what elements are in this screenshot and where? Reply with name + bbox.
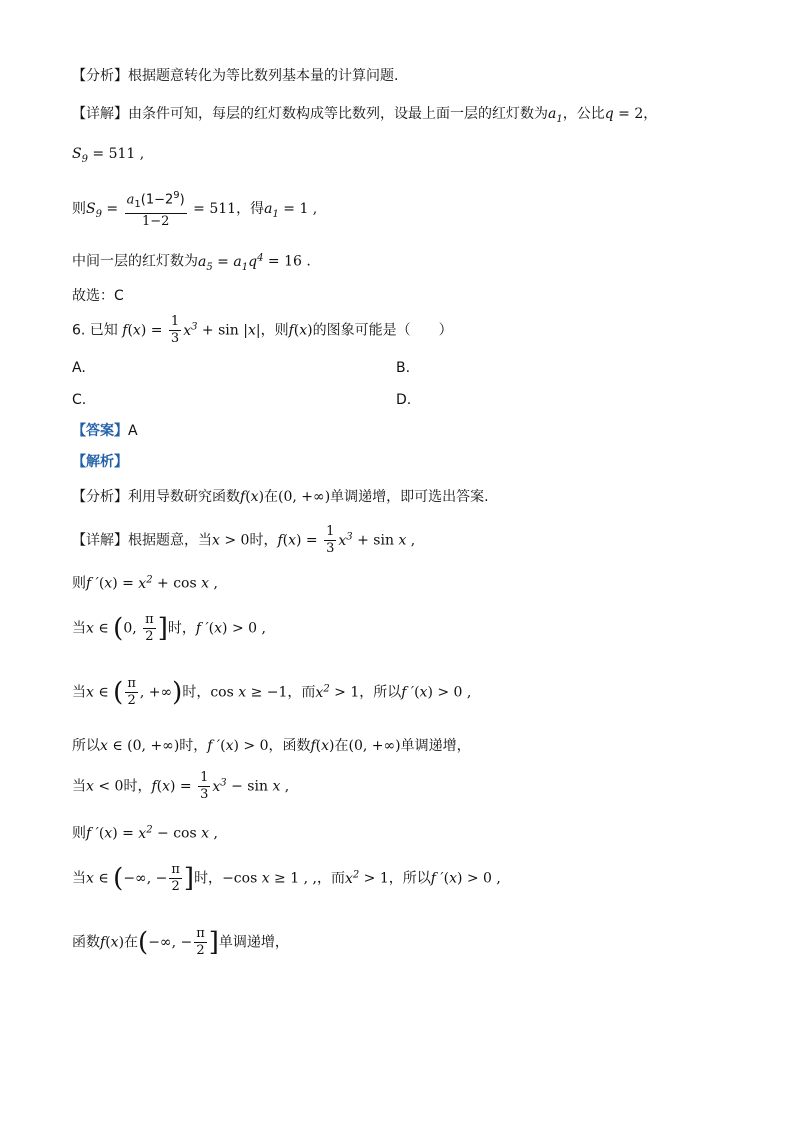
q6-analysis-end: 单调递增，即可选出答案. [330,489,489,505]
c2-frac: $\frac{\pi}{2}$ [196,926,205,958]
choice-text: 故选：C [72,288,124,304]
c1-x: x [100,738,108,754]
an-x: x [250,489,259,505]
solution-line [72,452,128,472]
then-text: 则 [72,200,86,217]
d-x: x [212,532,220,549]
dang-4: 当 [72,870,86,887]
i1-open: ( [113,613,124,644]
i2-close: ) [172,677,183,708]
x-cubed: $x^3$ [183,320,198,339]
d-frac: $\frac{1}{3}$ [326,524,335,556]
i3-gt0: ) > 0 , [456,870,501,887]
then-1: 则 [72,575,86,592]
n-f: f [151,778,157,795]
c2-x: x [110,934,119,951]
d-fxp: ( [282,532,289,549]
shi-1: 时， [167,620,196,637]
formula-s9-value: = 511 , [87,146,145,162]
c2-f: f [100,934,106,951]
analysis-tag: 【分析】 [72,68,128,84]
option-a-label: A. [72,360,86,376]
c1-f: f [310,738,316,754]
suoyi-2: ，所以 [388,870,431,887]
q6-analysis-text: 利用导数研究函数 [128,489,240,505]
suoyi-1: ，所以 [359,684,402,701]
fp1-x2: $x^2$ [138,574,153,592]
derivative-pos-line [72,570,218,594]
i1-fp: f ′ [195,620,209,637]
negative-case-line [72,770,289,810]
increasing-1: 单调递增， [400,738,471,754]
fx-paren-close: ) = [140,322,167,339]
one-third-fraction: $\frac{1}{3}$ [170,314,180,346]
choice-line [72,286,124,306]
fp2-cos: − cos [152,825,202,842]
c1-fe: ) [329,738,335,754]
question-tail: 的图象可能是（ ） [312,322,453,339]
middle-text: 中间一层的红灯数为 [72,253,198,270]
i3-x: x [86,870,94,887]
c1-fp2: ( [315,738,322,754]
abs-close: | [255,322,261,339]
i1-x: x [86,620,94,637]
sum-value: = 511 [188,200,237,217]
q6-analysis-line [72,487,489,507]
i3-in: ∈ [93,870,114,887]
i3-ge: ≥ 1 , , [269,870,317,887]
then-2: 则 [72,825,86,842]
i2-in: ∈ [93,684,114,701]
c2-ninf: −∞, − [148,934,193,951]
er-1: ，而 [287,684,316,701]
d-sin: + sin [352,532,399,549]
i1-in: ∈ [93,620,114,637]
i2-inf: , +∞ [139,684,173,701]
hanshu-1: ，函数 [268,738,311,754]
formula-q-value: = 2 [613,106,644,122]
i2-open: ( [113,677,124,708]
shi-2: 时， [182,684,211,701]
i2-cosx: x [238,684,247,701]
s9-line [72,144,144,170]
d-gt0: > 0 [219,532,250,549]
dang-1: 当 [72,620,86,637]
fp1-p: ( [98,575,105,592]
q6-when: 时， [249,532,278,549]
hanshu-start: 函数 [72,934,100,951]
formula-fx: f [117,322,128,339]
c1-fp: f ′ [207,738,221,754]
fx2-paren: ( [293,322,300,339]
solution-tag: 【解析】 [72,454,128,470]
n-lt: < 0 [93,778,124,795]
d-comma: , [406,532,416,549]
i3-fp: f ′ [430,870,444,887]
fp1-cos: + cos [152,575,202,592]
q6-detail-intro: 根据题意，当 [128,532,212,549]
shi-3: 时， [179,738,208,754]
i1-gt: ) > 0 , [222,620,266,637]
q6-analysis-tag: 【分析】 [72,489,128,505]
i2-frac: $\frac{\pi}{2}$ [127,676,136,708]
fx-paren: ( [127,322,133,339]
option-d-label: D. [396,392,412,408]
an-fx-p: ( [245,489,251,505]
dang-2: 当 [72,684,86,701]
c2-open: ( [138,927,149,958]
prev-analysis-line [72,66,398,86]
n-sin: − sin [226,778,273,795]
q6-detail-tag: 【详解】 [72,532,128,549]
i3-fpp: ( [443,870,450,887]
q6-detail-line [72,524,415,564]
fp2-p: ( [98,825,105,842]
i3-open: ( [113,863,124,894]
conclusion-neg-line [72,926,289,966]
question-end: ，则 [260,322,289,339]
n-fx: x [162,778,171,795]
i2-cos: cos [210,684,239,701]
c1-fpp: ( [220,738,226,754]
formula-s9: $S_9$ [72,146,88,165]
shi-5: 时， [194,870,223,887]
i3-cosx: x [261,870,270,887]
option-b[interactable] [396,358,410,378]
formula-s9b: $S_9$ [86,200,102,220]
formula-a1-val: = 1 , [278,200,318,217]
formula-a1-eq: $a_1$ [264,200,279,220]
formula-fx-2: f [288,322,294,339]
answer-tag: 【答案】 [72,423,128,439]
question-number: 6. 已知 [72,322,118,339]
d-x3: $x^3$ [338,530,353,549]
fp1: f ′ [86,575,99,592]
i1-fpp: ( [208,620,215,637]
question-6-line [72,314,453,354]
i2-gt0: ) > 0 , [427,684,472,701]
i3-gt1: > 1 [359,870,389,887]
fp1-x: x [104,575,113,592]
prev-detail-line [72,104,657,130]
i2-x: x [86,684,94,701]
formula-q: q [604,106,614,122]
n-sinx: x [272,778,281,795]
i2-fpx: x [419,684,428,701]
fp2: f ′ [86,825,99,842]
n-comma: , [280,778,290,795]
n-x3: $x^3$ [212,776,227,795]
fp2-x2: $x^2$ [138,824,153,842]
i2-gt1: > 1 [329,684,360,701]
fp2-comma: , [209,825,218,842]
c1-fpx: x [225,738,234,754]
fp2-cosx: x [201,825,210,842]
n-frac: $\frac{1}{3}$ [200,770,209,802]
c1-int: (0, +∞) [348,738,401,754]
an-fx-pc: ) [258,489,265,505]
i3-ninf: −∞, − [123,870,168,887]
c1-fx: x [321,738,330,754]
detail-text: 由条件可知，每层的红灯数构成等比数列，设最上面一层的红灯数为 [128,106,548,122]
detail-comma: ， [643,106,658,122]
q6-analysis-in: 在 [264,489,279,505]
shi-4: 时， [123,778,152,795]
i1-fpx: x [214,620,223,637]
analysis-text: 根据题意转化为等比数列基本量的计算问题. [128,68,399,84]
c1-in: ∈ (0, +∞) [107,738,180,754]
an-fx: f [240,489,246,505]
option-d[interactable] [396,390,411,410]
increasing-2: 单调递增， [218,934,289,951]
i3-fpx: x [449,870,457,887]
zai-2: 在 [124,934,139,951]
i2-x2: $x^2$ [315,682,330,701]
conclusion-pos-line [72,736,471,756]
formula-a1: $a_1$ [548,106,563,125]
i1-frac: $\frac{\pi}{2}$ [145,612,154,644]
formula-a5: $a_5 = a_1q^4$ [198,252,264,273]
fp2-eq: ) = [112,825,139,842]
interval-2-line [72,676,471,716]
fx2-close: ) [307,322,313,339]
c2-fp: ( [105,934,111,951]
middle-layer-line [72,248,311,277]
er-2: ，而 [316,870,345,887]
get-text: ，得 [236,200,265,217]
detail-tag: 【详解】 [72,106,128,122]
interval-0-inf: (0, +∞) [278,489,331,505]
interval-3-line [72,862,501,902]
fp1-cosx: x [201,575,210,592]
i2-fpp: ( [414,684,420,701]
sum-fraction: $\frac{a_1(1-2^9)}{1-2}$ [126,190,185,229]
zai-1: 在 [334,738,349,754]
eq-sign: = [101,200,123,217]
i1-zero: 0, [123,620,142,637]
d-sinx: x [398,532,407,549]
n-x: x [86,778,94,795]
fp1-eq: ) = [112,575,139,592]
d-fx: f [277,532,283,549]
i3-close: ] [183,863,195,894]
suoyi-start: 所以 [72,738,100,754]
n-fp: ( [156,778,163,795]
fp1-comma: , [209,575,218,592]
answer-line [72,421,138,441]
i3-x2: $x^2$ [344,868,360,887]
option-c[interactable] [72,390,86,410]
i3-frac: $\frac{\pi}{2}$ [171,862,180,894]
abs-x: x [247,322,256,339]
d-fxx: x [288,532,297,549]
option-a[interactable] [72,358,86,378]
option-b-label: B. [396,360,411,376]
d-fxe: ) = [296,532,323,549]
answer-value: A [128,423,138,439]
c1-gt: ) > 0 [233,738,269,754]
c2-fe: ) [118,934,125,951]
n-eq: ) = [170,778,197,795]
fx-x: x [132,322,141,339]
interval-1-line [72,612,266,652]
i3-cos: −cos [222,870,262,887]
i1-close: ] [157,613,168,644]
i2-fp: f ′ [401,684,415,701]
derivative-neg-line [72,820,218,844]
plus-sin: + sin | [197,322,248,339]
i2-ge: ≥ −1 [246,684,288,701]
sum-formula-line [72,188,317,228]
fp2-x: x [104,825,113,842]
fx2-x: x [299,322,308,339]
dang-3: 当 [72,778,86,795]
detail-text-ratio: ，公比 [562,106,605,122]
c2-close: ] [208,927,219,958]
option-c-label: C. [72,392,87,408]
formula-a5-val: = 16 . [263,253,311,270]
